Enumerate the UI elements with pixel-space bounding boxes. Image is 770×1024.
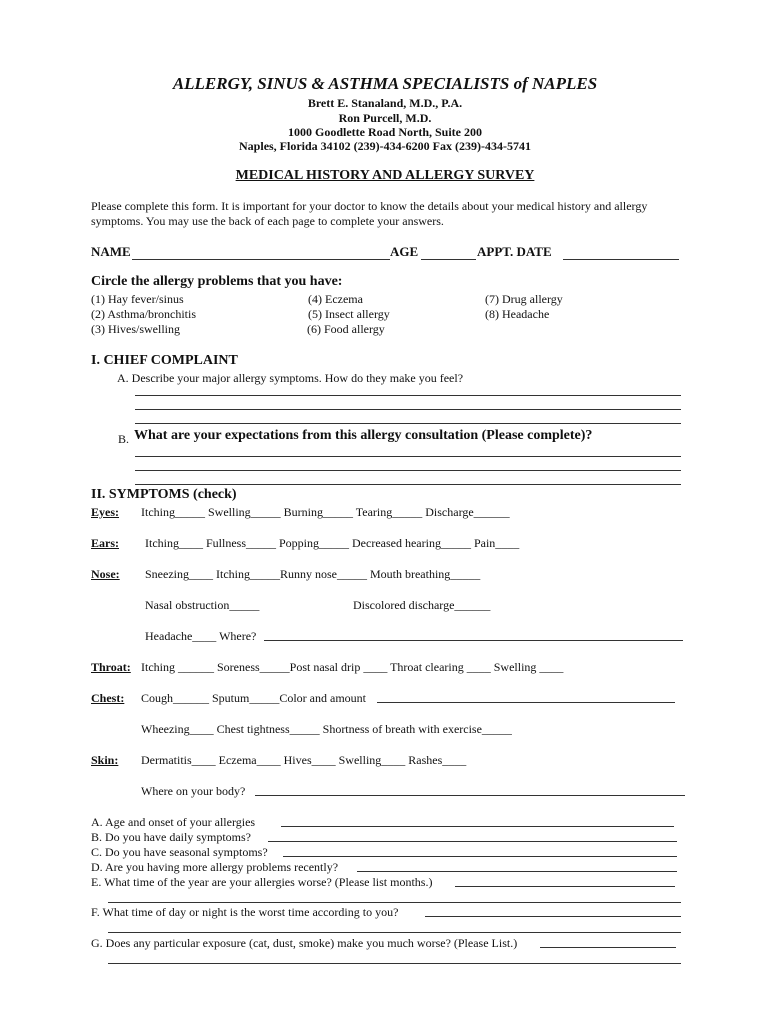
symptoms-heading: II. SYMPTOMS (check) (91, 487, 237, 502)
chest-options-1[interactable]: Cough______ Sputum_____Color and amount (141, 691, 366, 705)
address-line: 1000 Goodlette Road North, Suite 200 (288, 125, 482, 139)
worse-months-field[interactable] (455, 886, 675, 887)
answer-line[interactable] (108, 963, 681, 964)
nose-obstruction-option[interactable]: Nasal obstruction_____ (145, 598, 260, 612)
skin-label: Skin: (91, 753, 119, 767)
intro-line-2: symptoms. You may use the back of each page to complete your answers. (91, 214, 444, 228)
chest-options-2[interactable]: Wheezing____ Chest tightness_____ Shortness of breath with exercise_____ (141, 722, 512, 736)
eyes-label: Eyes: (91, 505, 119, 519)
allergy-option-7[interactable]: (7) Drug allergy (485, 292, 563, 306)
skin-where-label: Where on your body? (141, 784, 246, 798)
intro-line-1: Please complete this form. It is important for your doctor to know the details about your medical history and allergy (91, 199, 648, 213)
nose-headache-option[interactable]: Headache____ Where? (145, 629, 257, 643)
throat-options[interactable]: Itching ______ Soreness_____Post nasal drip ____ Throat clearing ____ Swelling ____ (141, 660, 564, 674)
throat-label: Throat: (91, 660, 131, 674)
more-problems-field[interactable] (357, 871, 677, 872)
question-b-prefix: B. (118, 432, 130, 446)
allergy-option-2[interactable]: (2) Asthma/bronchitis (91, 307, 196, 321)
answer-line[interactable] (135, 423, 681, 424)
exposure-field[interactable] (540, 947, 676, 948)
question-exposure: G. Does any particular exposure (cat, dust, smoke) make you much worse? (Please List.) (91, 936, 518, 950)
question-b-text: What are your expectations from this allergy consultation (Please complete)? (134, 428, 593, 443)
skin-options[interactable]: Dermatitis____ Eczema____ Hives____ Swelling____ Rashes____ (141, 753, 467, 767)
nose-discharge-option[interactable]: Discolored discharge______ (353, 598, 491, 612)
answer-line[interactable] (135, 456, 681, 457)
appt-date-field[interactable] (563, 259, 679, 260)
skin-where-field[interactable] (255, 795, 685, 796)
circle-heading: Circle the allergy problems that you have: (91, 274, 343, 289)
name-field[interactable] (132, 259, 390, 260)
nose-options-1[interactable]: Sneezing____ Itching_____Runny nose_____ Mouth breathing_____ (145, 567, 481, 581)
question-seasonal-symptoms: C. Do you have seasonal symptoms? (91, 845, 268, 859)
question-daily-symptoms: B. Do you have daily symptoms? (91, 830, 251, 844)
survey-title: MEDICAL HISTORY AND ALLERGY SURVEY (235, 168, 535, 183)
age-onset-field[interactable] (281, 826, 674, 827)
clinic-title: ALLERGY, SINUS & ASTHMA SPECIALISTS of NAPLES (172, 74, 598, 93)
nose-label: Nose: (91, 567, 120, 581)
question-worse-months: E. What time of the year are your allergies worse? (Please list months.) (91, 875, 433, 889)
allergy-option-5[interactable]: (5) Insect allergy (308, 307, 390, 321)
question-a-text: A. Describe your major allergy symptoms. How do they make you feel? (117, 371, 464, 385)
answer-line[interactable] (135, 395, 681, 396)
daily-symptoms-field[interactable] (268, 841, 677, 842)
answer-line[interactable] (135, 409, 681, 410)
name-label: NAME (91, 244, 131, 259)
answer-line[interactable] (135, 470, 681, 471)
age-label: AGE (390, 244, 419, 259)
answer-line[interactable] (108, 932, 681, 933)
question-more-problems: D. Are you having more allergy problems recently? (91, 860, 339, 874)
allergy-option-3[interactable]: (3) Hives/swelling (91, 322, 180, 336)
allergy-option-4[interactable]: (4) Eczema (308, 292, 363, 306)
worst-time-field[interactable] (425, 916, 681, 917)
headache-where-field[interactable] (264, 640, 683, 641)
eyes-options[interactable]: Itching_____ Swelling_____ Burning_____ Tearing_____ Discharge______ (141, 505, 510, 519)
ears-options[interactable]: Itching____ Fullness_____ Popping_____ Decreased hearing_____ Pain____ (145, 536, 520, 550)
question-worst-time: F. What time of day or night is the worst time according to you? (91, 905, 399, 919)
doctor-line-1: Brett E. Stanaland, M.D., P.A. (307, 96, 463, 110)
allergy-option-6[interactable]: (6) Food allergy (307, 322, 385, 336)
seasonal-symptoms-field[interactable] (283, 856, 677, 857)
answer-line[interactable] (135, 484, 681, 485)
answer-line[interactable] (108, 902, 681, 903)
chief-complaint-heading: I. CHIEF COMPLAINT (91, 353, 238, 368)
allergy-option-8[interactable]: (8) Headache (485, 307, 550, 321)
doctor-line-2: Ron Purcell, M.D. (338, 111, 432, 125)
appt-date-label: APPT. DATE (477, 244, 552, 259)
ears-label: Ears: (91, 536, 119, 550)
question-age-onset: A. Age and onset of your allergies (91, 815, 256, 829)
color-amount-field[interactable] (377, 702, 675, 703)
age-field[interactable] (421, 259, 476, 260)
allergy-option-1[interactable]: (1) Hay fever/sinus (91, 292, 184, 306)
chest-label: Chest: (91, 691, 125, 705)
contact-line: Naples, Florida 34102 (239)-434-6200 Fax (239)-434-5741 (239, 139, 531, 153)
